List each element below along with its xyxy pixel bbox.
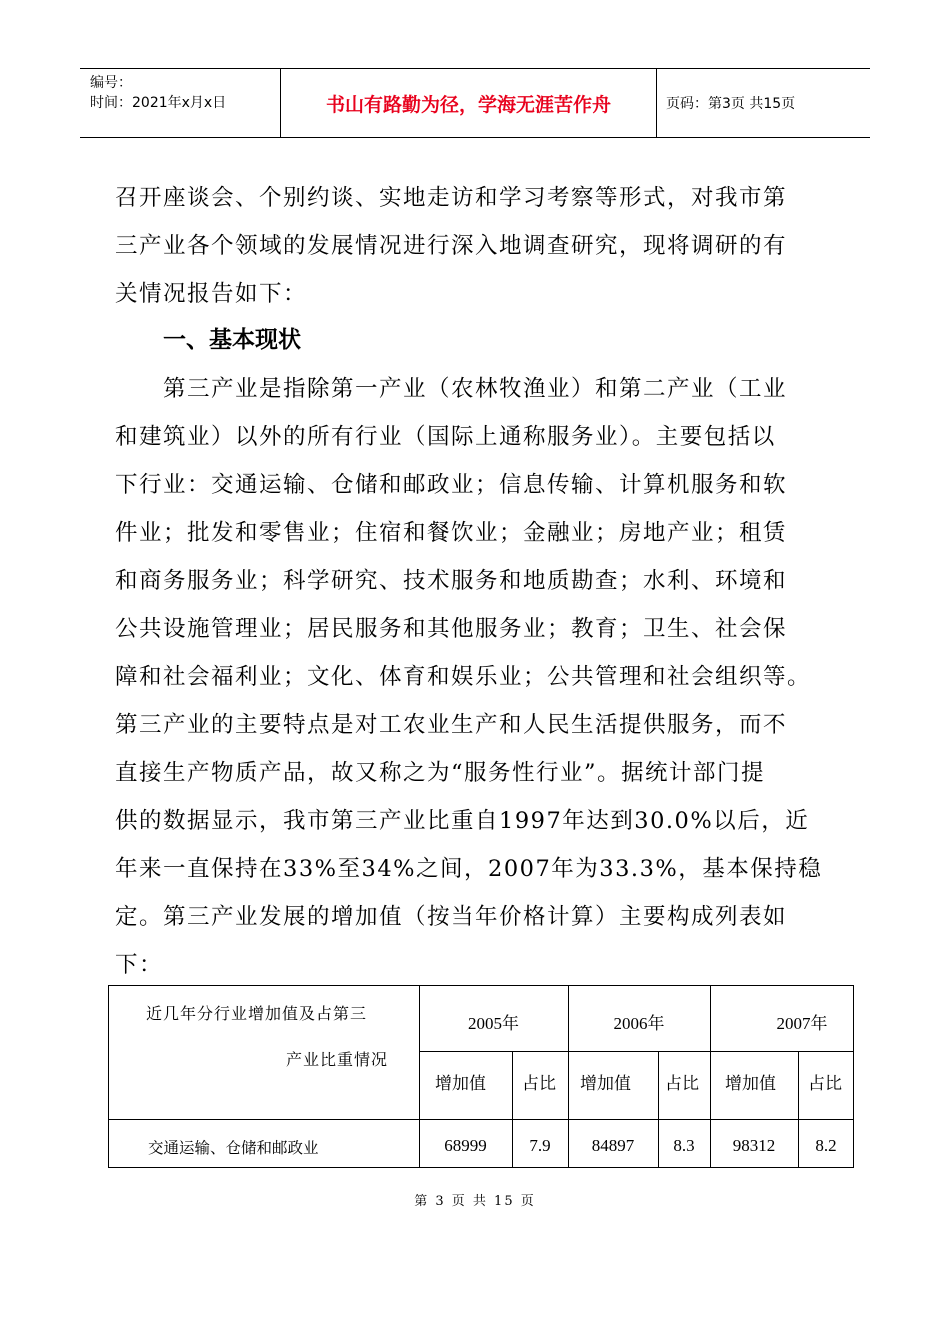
table-cell-value: 84897 (591, 1136, 635, 1155)
table-border (108, 1167, 854, 1168)
time-label: 时间：2021年x月x日 (90, 95, 227, 111)
body-line: 下行业：交通运输、仓储和邮政业；信息传输、计算机服务和软 (115, 472, 788, 498)
table-cell-value: 98312 (732, 1136, 776, 1155)
body-line: 供的数据显示，我市第三产业比重自1997年达到30.0%以后，近 (115, 808, 810, 834)
industry-value-table (108, 985, 854, 1168)
sub-header-value: 增加值 (725, 1074, 776, 1094)
sub-header-share: 占比 (808, 1074, 842, 1094)
body-line: 和商务服务业；科学研究、技术服务和地质勘查；水利、环境和 (115, 568, 788, 594)
table-grid-line (419, 1051, 854, 1052)
table-title-line: 产业比重情况 (286, 1050, 389, 1069)
section-heading: 一、基本现状 (163, 327, 301, 353)
table-row-industry: 交通运输、仓储和邮政业 (148, 1139, 319, 1157)
page-header (80, 68, 870, 138)
body-line: 下： (115, 952, 164, 978)
table-title-line: 近几年分行业增加值及占第三 (146, 1004, 368, 1023)
year-header: 2006年 (613, 1014, 665, 1033)
sub-header-share: 占比 (522, 1074, 556, 1094)
header-meta (90, 73, 226, 113)
body-line: 年来一直保持在33%至34%之间，2007年为33.3%，基本保持稳 (115, 856, 823, 882)
body-line: 件业；批发和零售业；住宿和餐饮业；金融业；房地产业；租赁 (115, 520, 788, 546)
body-line: 第三产业是指除第一产业（农林牧渔业）和第二产业（工业 (115, 376, 788, 402)
body-line: 三产业各个领域的发展情况进行深入地调查研究，现将调研的有 (115, 233, 788, 259)
sub-header-share: 占比 (665, 1074, 699, 1094)
sub-header-value: 增加值 (580, 1074, 631, 1094)
header-motto: 书山有路勤为径，学海无涯苦作舟 (325, 93, 611, 116)
table-cell-value: 68999 (444, 1136, 487, 1155)
table-grid-line (108, 1119, 854, 1120)
page-footer: 第 3 页 共 15 页 (414, 1194, 536, 1209)
header-page-info: 页码：第3页 共15页 (666, 96, 796, 112)
table-border (108, 985, 109, 1168)
body-line: 召开座谈会、个别约谈、实地走访和学习考察等形式，对我市第 (115, 185, 788, 211)
body-line: 直接生产物质产品，故又称之为“服务性行业”。据统计部门提 (115, 760, 766, 786)
sub-header-value: 增加值 (435, 1074, 486, 1094)
table-cell-share: 8.3 (673, 1136, 695, 1155)
body-line: 定。第三产业发展的增加值（按当年价格计算）主要构成列表如 (115, 904, 788, 930)
body-line: 障和社会福利业；文化、体育和娱乐业；公共管理和社会组织等。 (115, 664, 812, 690)
table-cell-share: 8.2 (815, 1136, 837, 1155)
table-border (108, 985, 854, 986)
body-line: 关情况报告如下： (115, 281, 308, 307)
number-label: 编号： (90, 75, 132, 91)
table-cell-share: 7.9 (529, 1136, 551, 1155)
body-line: 第三产业的主要特点是对工农业生产和人民生活提供服务，而不 (115, 712, 788, 738)
year-header: 2007年 (776, 1014, 828, 1033)
header-divider (656, 69, 657, 137)
body-line: 公共设施管理业；居民服务和其他服务业；教育；卫生、社会保 (115, 616, 788, 642)
body-line: 和建筑业）以外的所有行业（国际上通称服务业）。主要包括以 (115, 424, 776, 450)
year-header: 2005年 (468, 1014, 519, 1033)
